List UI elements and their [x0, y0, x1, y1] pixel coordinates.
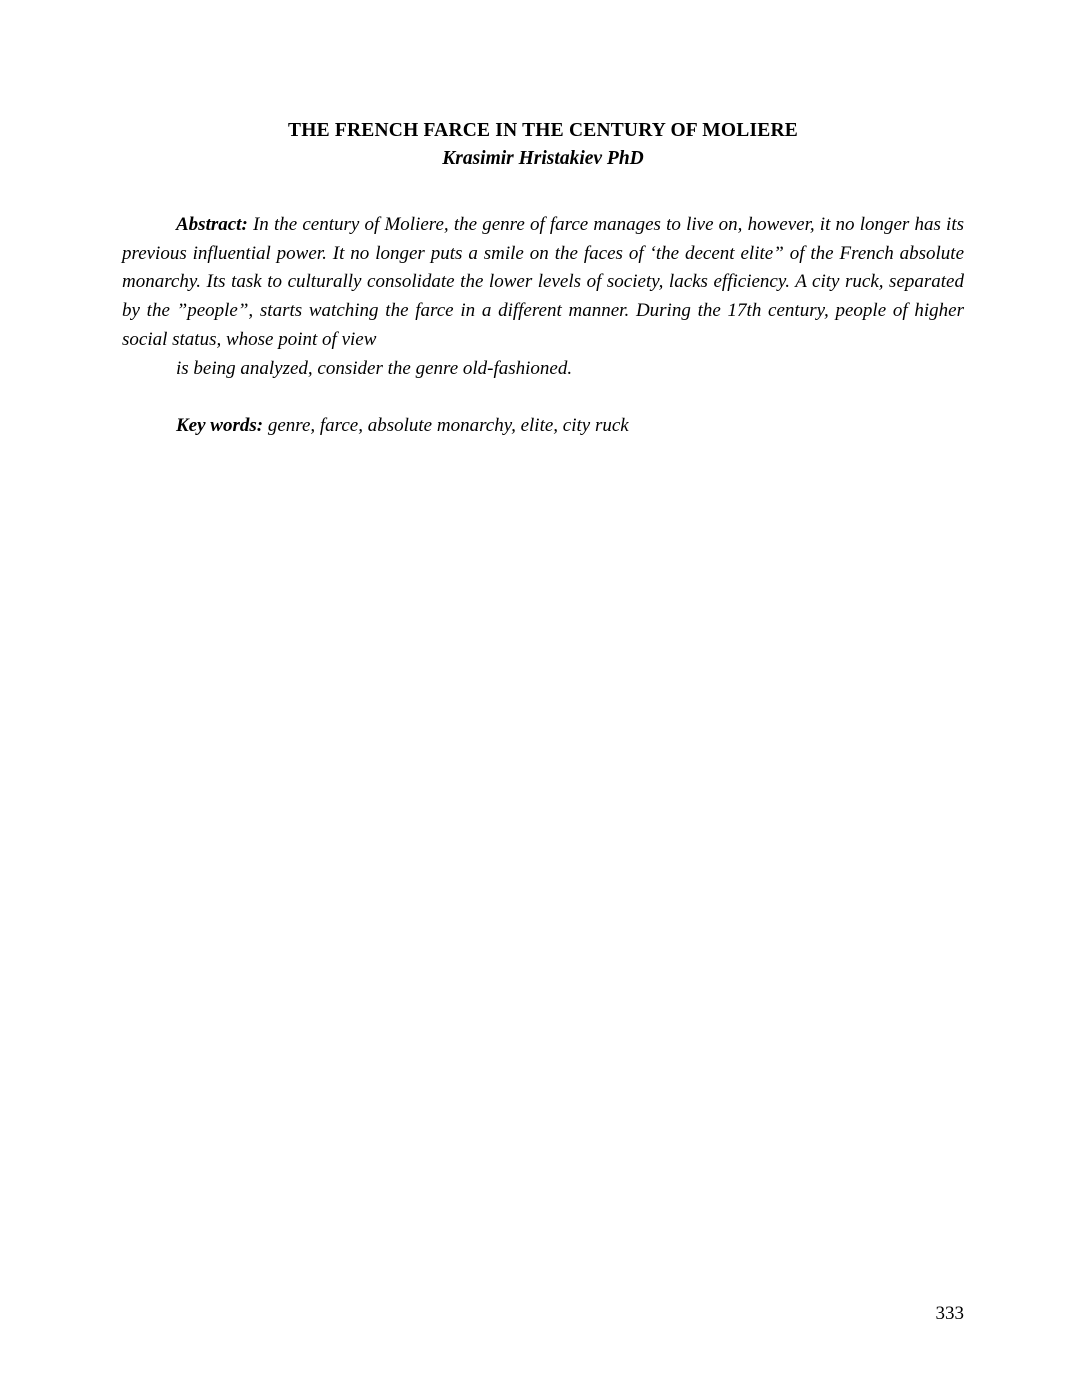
abstract-label: Abstract:	[176, 213, 248, 235]
keywords-body: genre, farce, absolute monarchy, elite, city ruck	[267, 414, 629, 436]
page-title: THE FRENCH FARCE IN THE CENTURY OF MOLIERE	[288, 120, 798, 141]
abstract-tail: is being analyzed, consider the genre old-fashioned.	[176, 358, 573, 379]
keywords-label: Key words:	[176, 414, 264, 436]
keywords-paragraph	[122, 412, 964, 441]
page-number: 333	[935, 1303, 964, 1324]
author-line: Krasimir Hristakiev PhD	[442, 148, 644, 170]
abstract-paragraph	[122, 211, 964, 384]
abstract-body: In the century of Moliere, the genre of farce manages to live on, however, it no longer has its previous influential power. It no longer puts a smile on the faces of ‘the decent elite” of the French absolute monarchy. Its task to culturally consolidate the lower levels of society, lacks efficiency. A city ruck, separated by the ”people”, starts watching the farce in a different manner. During the 17th century, people of higher social status, whose point of view	[122, 213, 965, 351]
page-content	[122, 118, 964, 440]
